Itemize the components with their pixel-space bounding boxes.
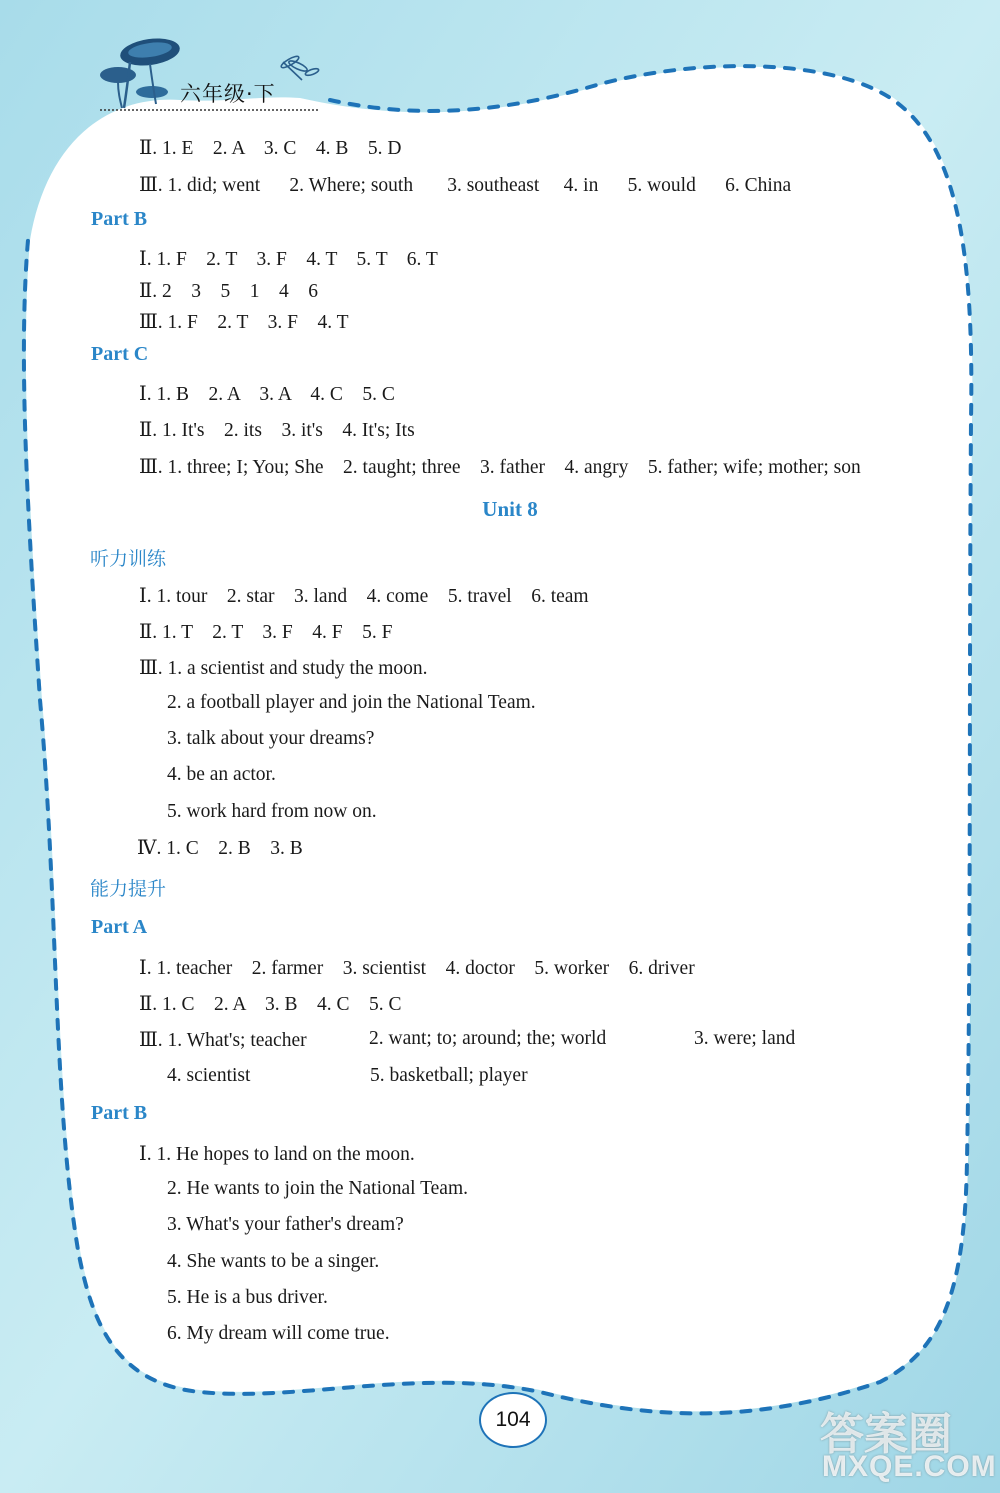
page-number: 104 bbox=[479, 1392, 547, 1448]
watermark-url: MXQE.COM bbox=[822, 1450, 997, 1483]
answer-line: Ⅲ. 1. F 2. T 3. F 4. T bbox=[139, 312, 349, 333]
answer-line: 2. He wants to join the National Team. bbox=[167, 1178, 469, 1199]
answer-line: 5. He is a bus driver. bbox=[167, 1287, 328, 1308]
answer-line: Ⅰ. 1. F 2. T 3. F 4. T 5. T 6. T bbox=[139, 249, 438, 270]
answer-line: Ⅰ. 1. He hopes to land on the moon. bbox=[139, 1144, 415, 1165]
answer-line: Ⅰ. 1. B 2. A 3. A 4. C 5. C bbox=[139, 384, 395, 405]
answer-line: Ⅲ. 1. three; I; You; She 2. taught; three 3. father 4. angry 5. father; wife; mother; son bbox=[139, 457, 861, 478]
answer-line: Ⅲ. 1. did; went 2. Where; south 3. southeast 4. in 5. would 6. China bbox=[139, 175, 792, 196]
section-heading-part-c: Part C bbox=[91, 343, 149, 365]
unit-title: Unit 8 bbox=[482, 497, 538, 521]
answer-line: 2. a football player and join the National Team. bbox=[167, 692, 536, 713]
book-level-header: 六年级·下 bbox=[180, 82, 276, 106]
answer-line: Ⅱ. 1. E 2. A 3. C 4. B 5. D bbox=[139, 138, 402, 159]
answer-line: Ⅲ. 1. a scientist and study the moon. bbox=[139, 658, 428, 679]
section-heading-listening: 听力训练 bbox=[90, 548, 167, 570]
answer-line: Ⅱ. 1. It's 2. its 3. it's 4. It's; Its bbox=[139, 420, 415, 441]
answer-line: Ⅱ. 1. C 2. A 3. B 4. C 5. C bbox=[139, 994, 402, 1015]
answer-line: Ⅲ. 1. What's; teacher bbox=[139, 1030, 307, 1051]
section-heading-ability: 能力提升 bbox=[90, 878, 167, 900]
answer-line: Ⅱ. 2 3 5 1 4 6 bbox=[139, 281, 319, 302]
section-heading-part-a: Part A bbox=[91, 916, 148, 938]
answer-line: 3. talk about your dreams? bbox=[167, 728, 375, 749]
answer-line: 3. What's your father's dream? bbox=[167, 1214, 404, 1235]
answer-line: 3. were; land bbox=[694, 1028, 796, 1049]
answer-line: 4. be an actor. bbox=[167, 764, 276, 785]
answer-line: 4. She wants to be a singer. bbox=[167, 1251, 380, 1272]
answer-line: 5. basketball; player bbox=[370, 1065, 528, 1086]
answer-line: 4. scientist bbox=[167, 1065, 251, 1086]
answer-line: Ⅱ. 1. T 2. T 3. F 4. F 5. F bbox=[139, 622, 393, 643]
answer-line: 2. want; to; around; the; world bbox=[369, 1028, 607, 1049]
answer-line: 5. work hard from now on. bbox=[167, 801, 377, 822]
watermark-logo-text: 答案圈 bbox=[820, 1409, 952, 1460]
answer-line: Ⅰ. 1. teacher 2. farmer 3. scientist 4. doctor 5. worker 6. driver bbox=[139, 958, 695, 979]
section-heading-part-b: Part B bbox=[91, 1102, 148, 1124]
answer-line: 6. My dream will come true. bbox=[167, 1323, 390, 1344]
section-heading-part-b: Part B bbox=[91, 208, 148, 230]
answer-line: Ⅳ. 1. C 2. B 3. B bbox=[137, 838, 303, 859]
answer-line: Ⅰ. 1. tour 2. star 3. land 4. come 5. travel 6. team bbox=[139, 586, 589, 607]
